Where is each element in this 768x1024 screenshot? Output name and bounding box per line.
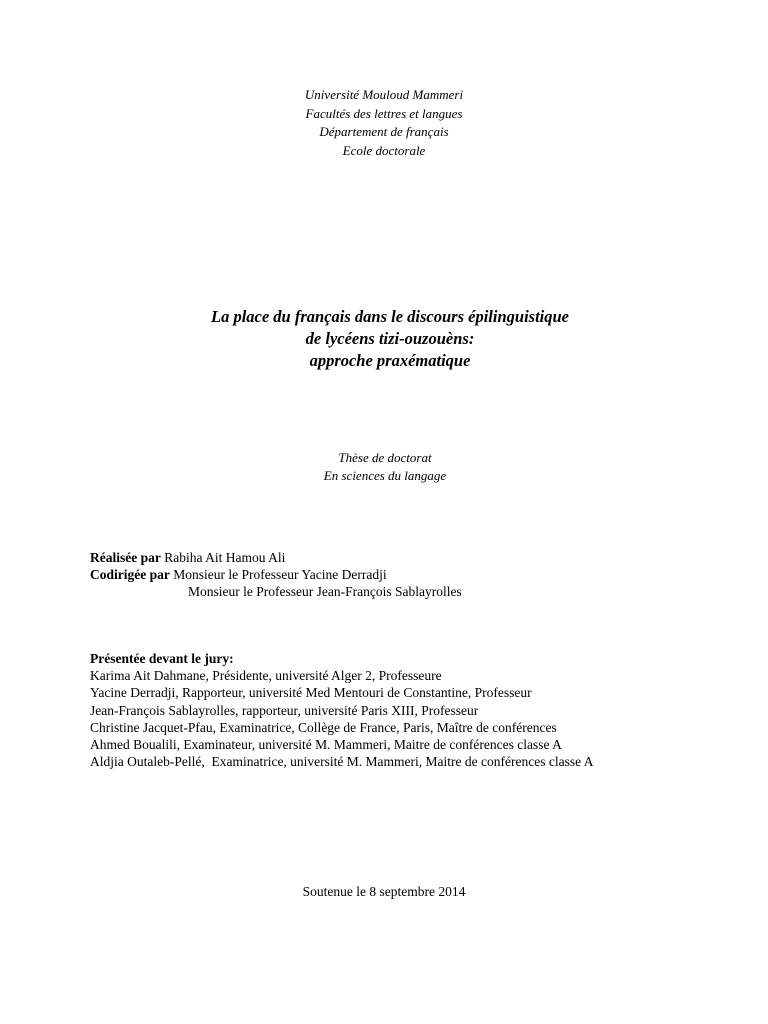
supervisor-name: Monsieur le Professeur Jean-François Sablayrolles: [188, 584, 462, 599]
jury-block: [90, 650, 593, 770]
faculty-name: Facultés des lettres et langues: [305, 105, 463, 121]
thesis-field: En sciences du langage: [323, 468, 447, 483]
title-line: de lycéens tizi-ouzouèns:: [305, 329, 475, 348]
title-line: La place du français dans le discours épilinguistique: [211, 307, 569, 326]
jury-member: Christine Jacquet-Pfau, Examinatrice, Collège de France, Paris, Maître de conférences: [90, 719, 557, 735]
supervisor-row: [90, 566, 462, 583]
doctoral-school: Ecole doctorale: [342, 142, 426, 158]
author-name: Rabiha Ait Hamou Ali: [164, 550, 286, 565]
jury-member: Jean-François Sablayrolles, rapporteur, université Paris XIII, Professeur: [90, 702, 479, 718]
thesis-title: [0, 306, 768, 372]
title-line: approche praxématique: [309, 351, 471, 370]
jury-member: Ahmed Boualili, Examinateur, université M. Mammeri, Maitre de conférences classe A: [90, 737, 562, 753]
authors-block: [90, 549, 462, 600]
supervisor-name: Monsieur le Professeur Yacine Derradji: [173, 567, 387, 582]
author-row: [90, 549, 462, 566]
jury-member: Yacine Derradji, Rapporteur, université Med Mentouri de Constantine, Professeur: [90, 685, 532, 701]
jury-member: Aldjia Outaleb-Pellé, Examinatrice, université M. Mammeri, Maitre de conférences classe A: [90, 754, 594, 770]
thesis-type-block: [0, 449, 768, 485]
department-name: Département de français: [319, 124, 449, 139]
jury-heading: Présentée devant le jury:: [90, 651, 234, 666]
supervisor-row: [90, 583, 462, 600]
realisee-label: Réalisée par: [90, 550, 161, 565]
university-name: Université Mouloud Mammeri: [304, 87, 464, 102]
codirigee-label: Codirigée par: [90, 567, 170, 582]
jury-member: Karima Ait Dahmane, Présidente, université Alger 2, Professeure: [90, 668, 442, 684]
thesis-type: Thèse de doctorat: [338, 450, 432, 465]
defense-date: Soutenue le 8 septembre 2014: [302, 884, 466, 899]
institution-header: [0, 86, 768, 160]
